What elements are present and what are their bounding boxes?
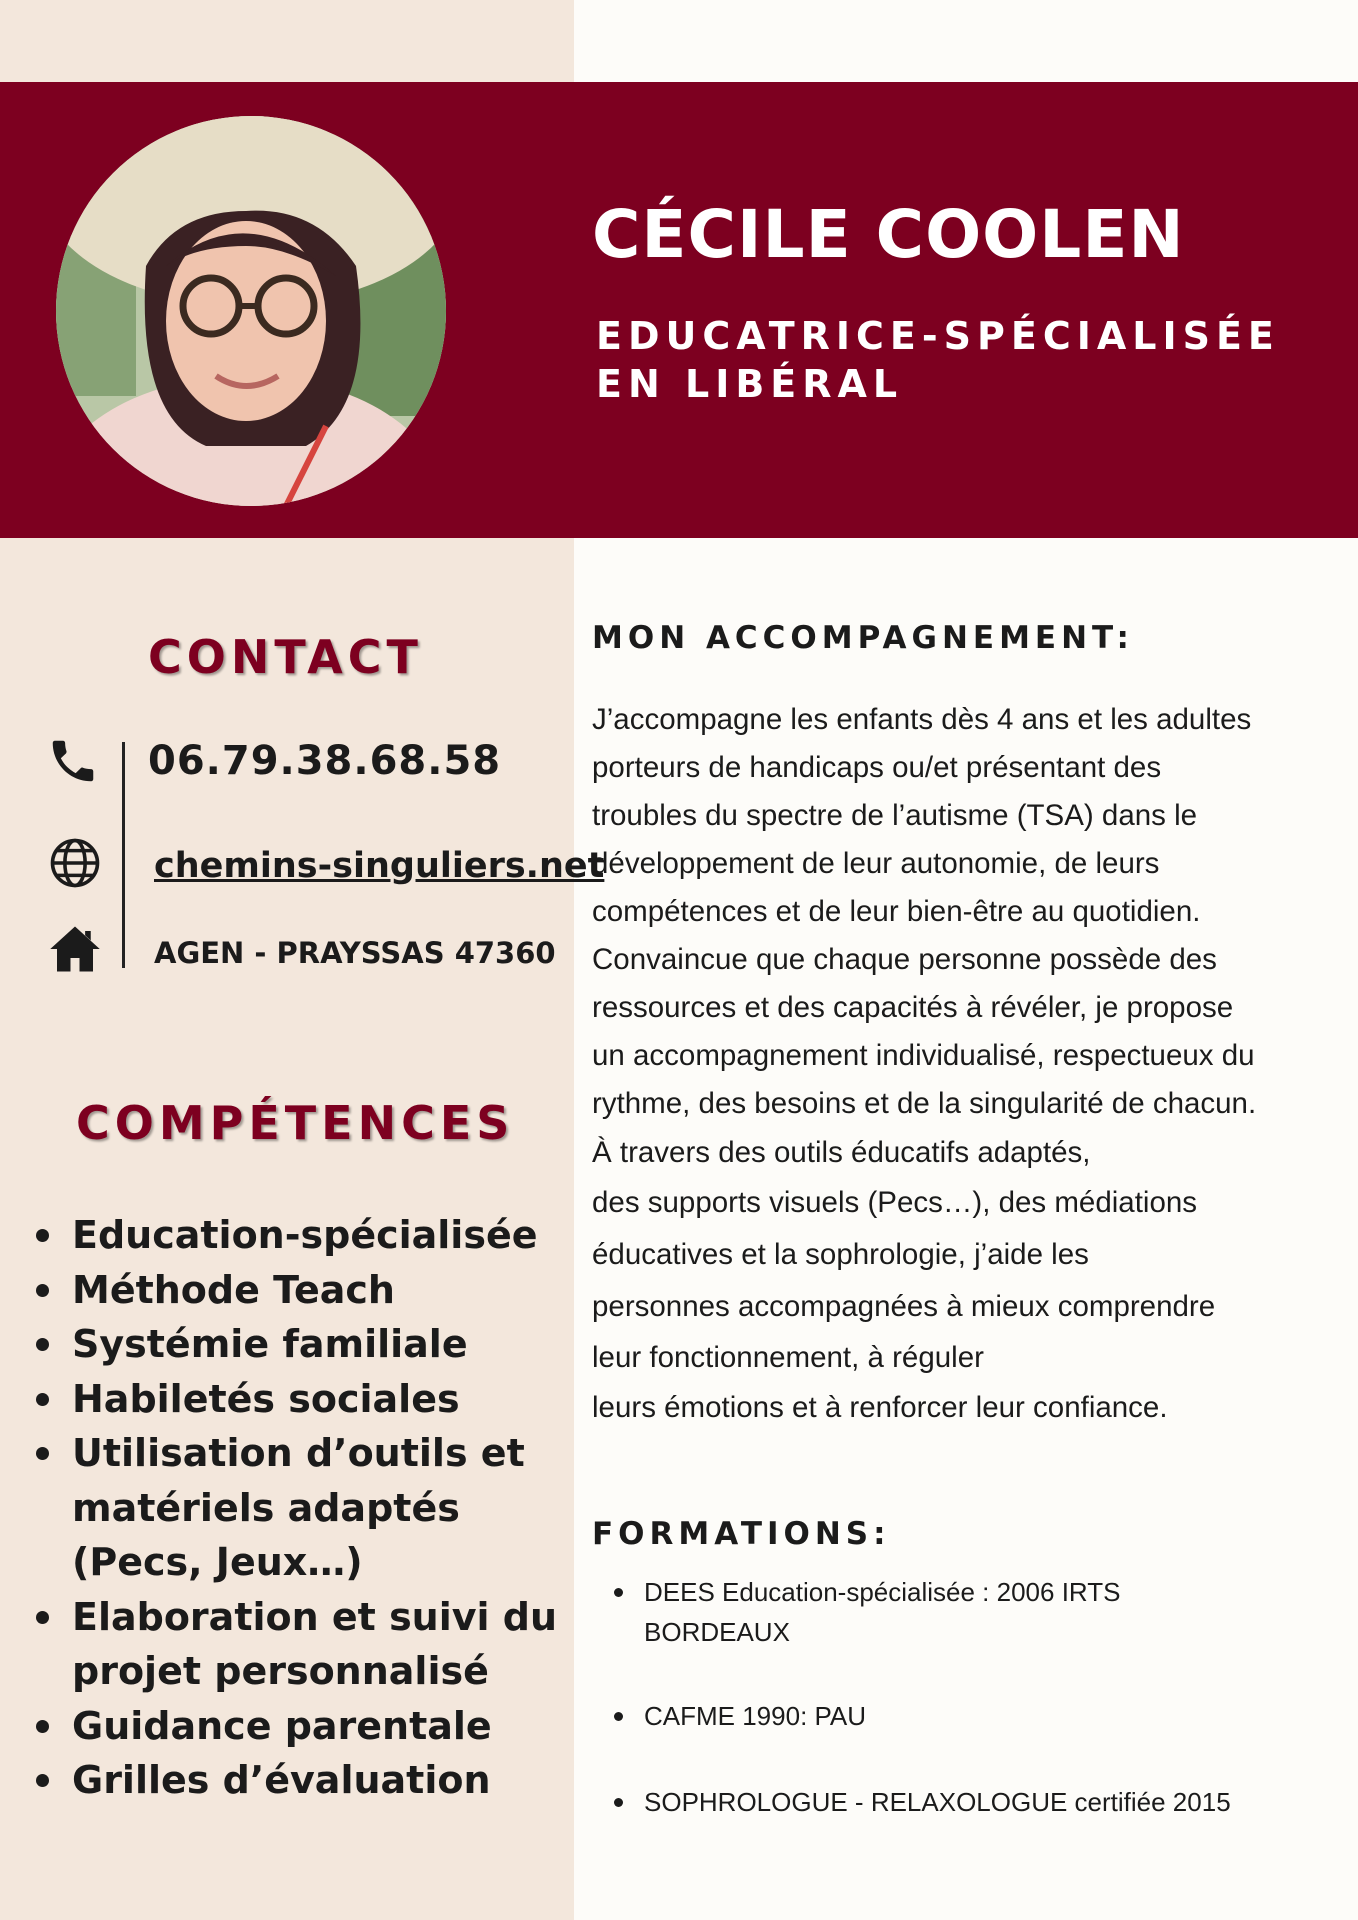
skill-item: Utilisation d’outils et matériels adaptés (Pecs, Jeux…) [34, 1426, 574, 1590]
text-line: rythme, des besoins et de la singularité de chacun. [592, 1087, 1257, 1120]
text-line: développement de leur autonomie, de leurs [592, 847, 1160, 880]
job-title [596, 312, 1280, 408]
job-title-line: EDUCATRICE-SPÉCIALISÉE [596, 314, 1280, 358]
text-line: porteurs de handicaps ou/et présentant des [592, 751, 1162, 784]
text-line: J’accompagne les enfants dès 4 ans et les adultes [592, 703, 1252, 736]
formation-item: CAFME 1990: PAU [592, 1696, 1358, 1736]
formations-heading: FORMATIONS: [592, 1516, 891, 1552]
skills-list [34, 1208, 574, 1808]
accompaniment-heading: MON ACCOMPAGNEMENT: [592, 620, 1134, 656]
skill-item: Elaboration et suivi du projet personnalisé [34, 1590, 574, 1699]
skill-item: Méthode Teach [34, 1263, 574, 1318]
text-line: Convaincue que chaque personne possède des [592, 943, 1217, 976]
website-link[interactable]: chemins-singuliers.net [154, 846, 605, 886]
skill-item: Habiletés sociales [34, 1372, 574, 1427]
formation-item: SOPHROLOGUE - RELAXOLOGUE certifiée 2015 [592, 1782, 1358, 1822]
address: AGEN - PRAYSSAS 47360 [154, 936, 556, 970]
person-name: CÉCILE COOLEN [592, 196, 1185, 273]
globe-icon [48, 836, 102, 890]
job-title-line: EN LIBÉRAL [596, 362, 904, 406]
home-icon [48, 922, 102, 976]
text-line: leurs émotions et à renforcer leur confiance. [592, 1391, 1168, 1424]
accompaniment-text [592, 696, 1332, 1433]
contact-divider [122, 742, 125, 968]
skill-item: Guidance parentale [34, 1699, 574, 1754]
formation-item: DEES Education-spécialisée : 2006 IRTS BORDEAUX [592, 1572, 1224, 1652]
phone-number[interactable]: 06.79.38.68.58 [148, 738, 502, 784]
text-line: compétences et de leur bien-être au quotidien. [592, 895, 1201, 928]
text-line: des supports visuels (Pecs…), des médiations [592, 1186, 1198, 1219]
skill-item: Systémie familiale [34, 1317, 574, 1372]
profile-photo [56, 116, 446, 506]
text-line: personnes accompagnées à mieux comprendre [592, 1290, 1216, 1323]
text-line: troubles du spectre de l’autisme (TSA) dans le [592, 799, 1198, 832]
text-line: éducatives et la sophrologie, j’aide les [592, 1238, 1089, 1271]
text-line: À travers des outils éducatifs adaptés, [592, 1136, 1091, 1169]
text-line: un accompagnement individualisé, respectueux du [592, 1039, 1255, 1072]
skill-item: Grilles d’évaluation [34, 1753, 574, 1808]
phone-icon [46, 734, 100, 788]
skill-item: Education-spécialisée [34, 1208, 574, 1263]
text-line: leur fonctionnement, à réguler [592, 1341, 984, 1374]
contact-heading: CONTACT [148, 630, 423, 684]
text-line: ressources et des capacités à révéler, je propose [592, 991, 1234, 1024]
skills-heading: COMPÉTENCES [76, 1096, 515, 1150]
